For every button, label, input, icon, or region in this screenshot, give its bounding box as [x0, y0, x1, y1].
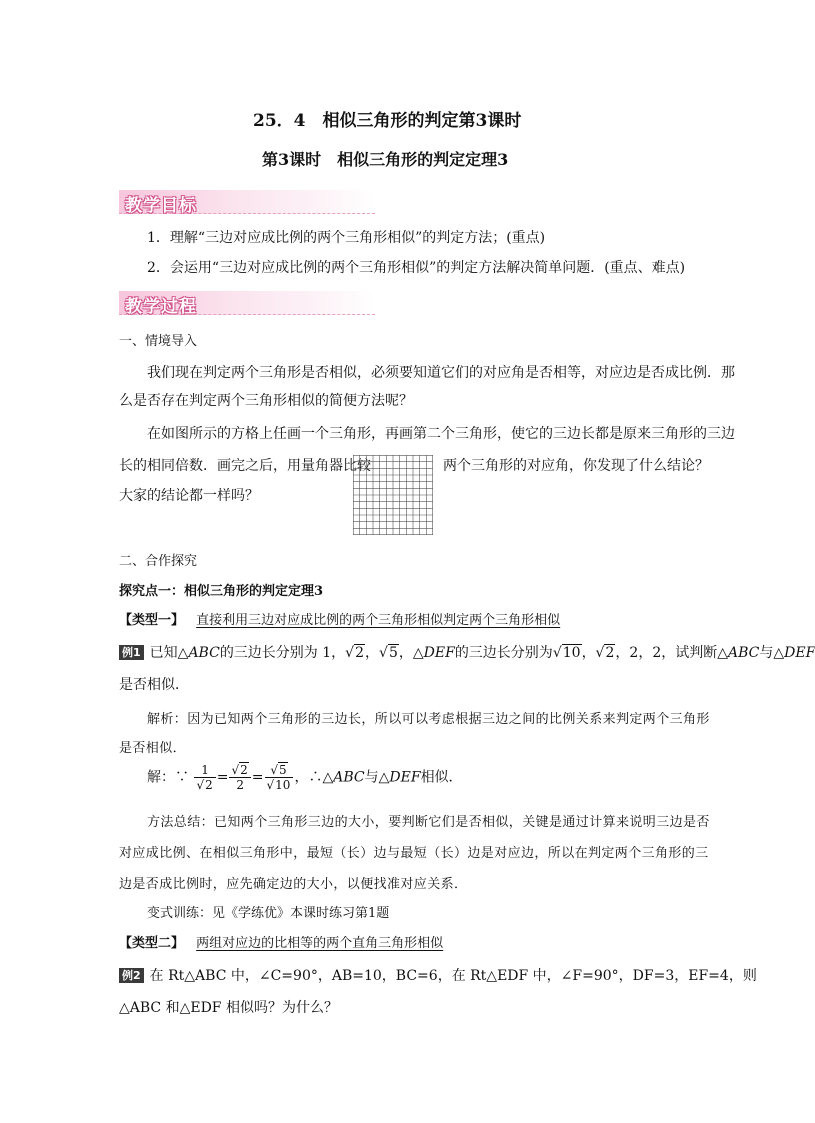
example2-line: 例2 在 Rt△ABC 中，∠C=90°，AB=10，BC=6，在 Rt△EDF 中，∠F=90°，DF=3，EF=4，则	[119, 966, 757, 986]
example1-badge: 例1	[119, 645, 144, 660]
type1-heading	[119, 611, 560, 631]
page-subtitle: 第3课时 相似三角形的判定定理3	[262, 150, 509, 169]
example2-line2: △ABC 和△EDF 相似吗？为什么？	[119, 1000, 338, 1016]
paragraph-line: 两个三角形的对应角，你发现了什么结论？	[443, 458, 709, 474]
objectives-banner-label: 教学目标	[125, 196, 197, 216]
method-summary-line: 对应成比例、在相似三角形中，最短（长）边与最短（长）边是对应边，所以在判定两个三角形的三	[119, 846, 709, 861]
fraction: $\frac{√5}{√10}$	[265, 763, 294, 792]
process-banner-label: 教学过程	[125, 297, 197, 317]
type2-label: 【类型二】	[119, 936, 185, 951]
example2-badge: 例2	[119, 968, 144, 983]
paragraph-line: 么是否存在判定两个三角形相似的简便方法呢？	[119, 393, 413, 409]
paragraph-line: 在如图所示的方格上任画一个三角形，再画第二个三角形，使它的三边长都是原来三角形的三边	[147, 426, 735, 442]
process-banner	[119, 291, 375, 315]
type1-title: 直接利用三边对应成比例的两个三角形相似判定两个三角形相似	[196, 613, 561, 628]
example1-line2: 是否相似．	[119, 677, 189, 693]
objective-item: 1．理解“三边对应成比例的两个三角形相似”的判定方法；(重点)	[147, 230, 546, 246]
example1-line: 例1 已知△ABC的三边长分别为 1，√2，√5，△DEF的三边长分别为√10，√2，2，2，试判断△ABC与△DEF	[119, 643, 815, 663]
section-heading: 二、合作探究	[119, 554, 198, 569]
objective-item: 2．会运用“三边对应成比例的两个三角形相似”的判定方法解决简单问题．(重点、难点)	[147, 260, 686, 276]
page-title: 25．4 相似三角形的判定第3课时	[253, 111, 522, 131]
variant-training: 变式训练：见《学练优》本课时练习第1题	[147, 906, 390, 921]
type2-title: 两组对应边的比相等的两个直角三角形相似	[196, 936, 444, 951]
section-heading: 一、情境导入	[119, 334, 198, 349]
type1-label: 【类型一】	[119, 613, 185, 628]
paragraph-line: 我们现在判定两个三角形是否相似，必须要知道它们的对应角是否相等，对应边是否成比例．那	[147, 365, 735, 381]
explore-point-heading: 探究点一：相似三角形的判定定理3	[119, 584, 324, 599]
objectives-banner	[119, 190, 375, 214]
solution-line: 解：∵ $\frac{1}{√2}$ = $\frac{√2}{2}$ = $\frac{√5}{√10}$ ，∴△ABC与△DEF相似．	[147, 763, 463, 792]
analysis-line: 解析：因为已知两个三角形的三边长，所以可以考虑根据三边之间的比例关系来判定两个三角形	[147, 712, 710, 727]
method-summary-line: 方法总结：已知两个三角形三边的大小，要判断它们是否相似，关键是通过计算来说明三边是否	[147, 815, 710, 830]
type2-heading	[119, 934, 443, 954]
method-summary-line: 边是否成比例时，应先确定边的大小，以便找准对应关系．	[119, 877, 468, 892]
fraction: $\frac{1}{√2}$	[194, 763, 215, 792]
paragraph-line: 大家的结论都一样吗？	[119, 488, 259, 504]
analysis-line: 是否相似．	[119, 741, 187, 756]
fraction: $\frac{√2}{2}$	[229, 763, 250, 792]
paragraph-line: 长的相同倍数．画完之后，用量角器比较	[119, 458, 371, 474]
square-grid-figure	[353, 455, 433, 535]
